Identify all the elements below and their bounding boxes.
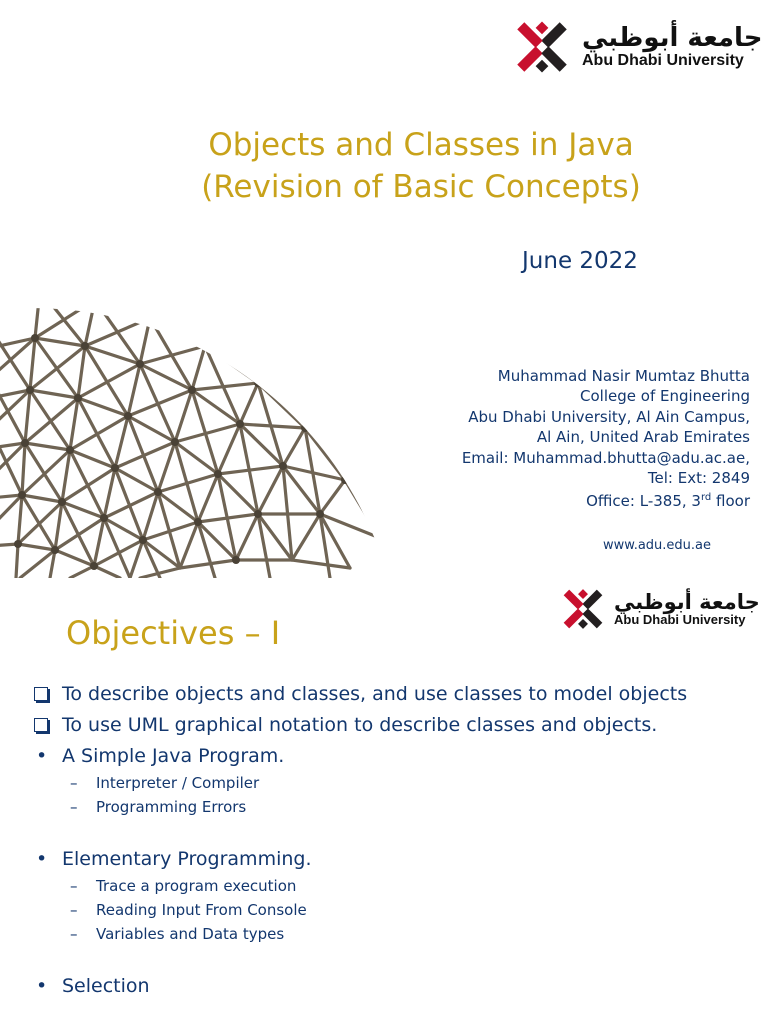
website-link[interactable]: www.adu.edu.ae bbox=[603, 538, 712, 553]
sub-list-item: – Interpreter / Compiler bbox=[70, 774, 260, 792]
sub-list-item: – Programming Errors bbox=[70, 798, 247, 816]
presenter-name: Muhammad Nasir Mumtaz Bhutta bbox=[497, 367, 750, 385]
objectives-title: Objectives – I bbox=[66, 614, 281, 652]
adu-logo bbox=[558, 584, 760, 634]
sub-list-item: – Reading Input From Console bbox=[70, 901, 307, 919]
checkbox-bullet-icon bbox=[34, 718, 48, 732]
sub-list-item: – Trace a program execution bbox=[70, 877, 297, 895]
presenter-office: Office: L-385, 3rd floor bbox=[586, 492, 750, 511]
list-item: • A Simple Java Program. bbox=[36, 745, 285, 767]
geodesic-dome-image bbox=[0, 278, 400, 578]
list-item: To describe objects and classes, and use classes to model objects bbox=[30, 682, 750, 707]
dot-bullet-icon: • bbox=[36, 745, 48, 767]
slide-title-line-1: Objects and Classes in Java bbox=[208, 127, 634, 163]
adu-logo-mark-icon bbox=[558, 584, 608, 634]
objectives-list bbox=[30, 682, 750, 1005]
adu-logo-mark-icon bbox=[510, 16, 574, 78]
list-item: • Elementary Programming. bbox=[36, 848, 312, 870]
logo-english-text: Abu Dhabi University bbox=[582, 51, 744, 69]
presentation-date: June 2022 bbox=[522, 248, 638, 274]
list-item: To use UML graphical notation to describe classes and objects. bbox=[30, 713, 750, 738]
logo-arabic-text: جامعة أبوظبي bbox=[614, 589, 760, 614]
sub-list-item: – Variables and Data types bbox=[70, 925, 285, 943]
presenter-college: College of Engineering bbox=[580, 387, 750, 406]
logo-arabic-text: جامعة أبوظبي bbox=[582, 22, 763, 53]
logo-english-text: Abu Dhabi University bbox=[614, 611, 746, 627]
list-item: • Selection bbox=[36, 975, 150, 997]
presenter-campus: Abu Dhabi University, Al Ain Campus, bbox=[468, 407, 750, 426]
presenter-tel: Tel: Ext: 2849 bbox=[647, 469, 750, 488]
presenter-email: Email: Muhammad.bhutta@adu.ac.ae, bbox=[461, 448, 750, 467]
objectives-slide bbox=[0, 578, 768, 1024]
slide-title-line-2: (Revision of Basic Concepts) bbox=[201, 169, 641, 205]
presenter-location: Al Ain, United Arab Emirates bbox=[536, 428, 750, 447]
presenter-contact-block bbox=[462, 366, 750, 512]
adu-logo bbox=[510, 16, 762, 78]
dot-bullet-icon: • bbox=[36, 848, 48, 870]
checkbox-bullet-icon bbox=[34, 687, 48, 701]
dot-bullet-icon: • bbox=[36, 975, 48, 997]
